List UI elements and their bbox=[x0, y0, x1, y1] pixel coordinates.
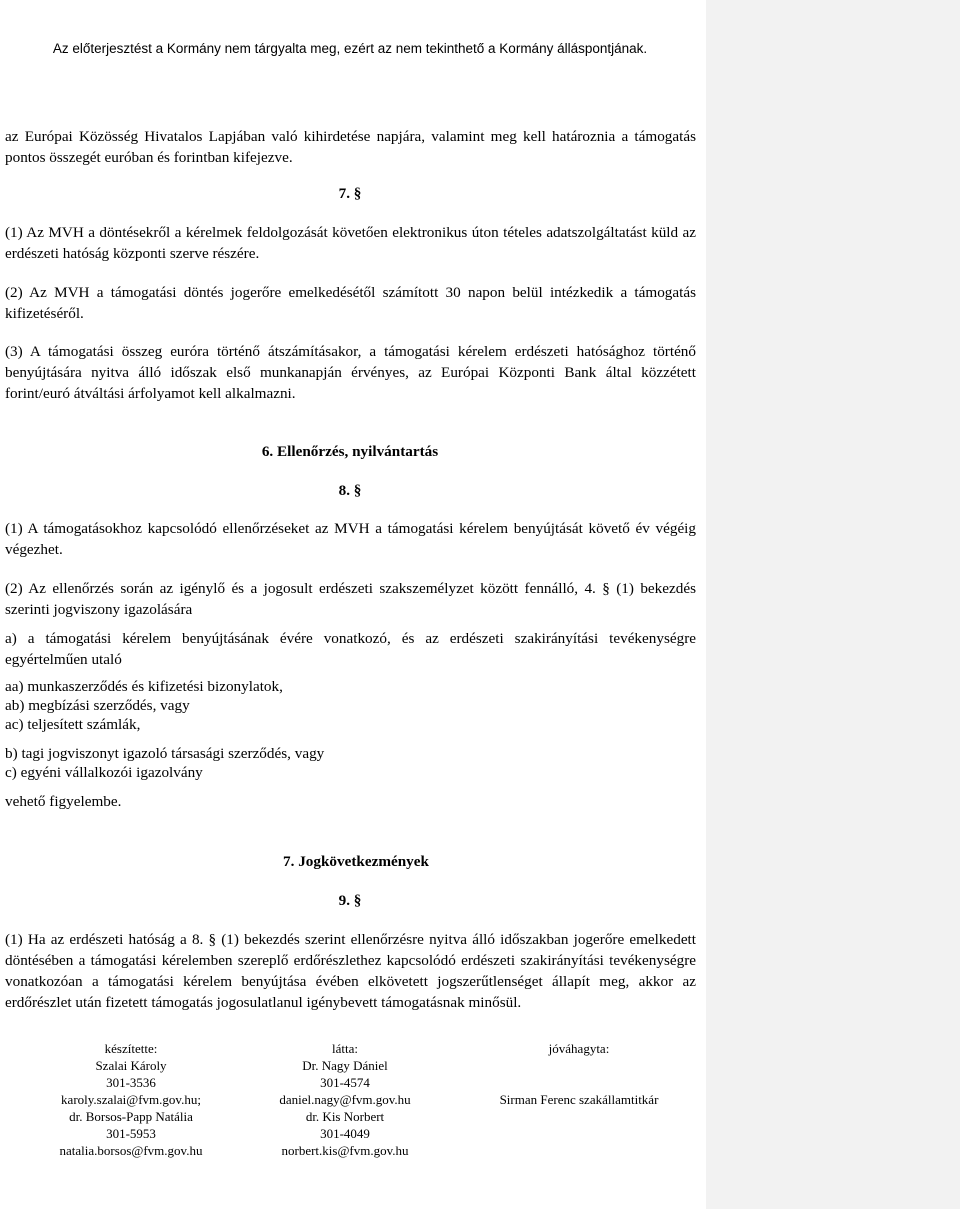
signature-line: 301-3536 bbox=[106, 1075, 156, 1090]
intro-paragraph: az Európai Közösség Hivatalos Lapjában való kihirdetése napjára, valamint meg kell határoznia a támogatás pontos összegét euróban és forintban kifejezve. bbox=[5, 128, 696, 166]
section-8-item-ab: ab) megbízási szerződés, vagy bbox=[5, 697, 190, 714]
signature-prepared-title: készítette: bbox=[104, 1041, 158, 1056]
page-header: Az előterjesztést a Kormány nem tárgyalta meg, ezért az nem tekinthető a Kormány álláspontjának. bbox=[52, 41, 648, 56]
chapter-7-heading: 7. Jogkövetkezmények bbox=[283, 853, 429, 870]
signature-line: 301-4574 bbox=[320, 1075, 370, 1090]
signature-line: norbert.kis@fvm.gov.hu bbox=[281, 1143, 409, 1158]
signature-line: daniel.nagy@fvm.gov.hu bbox=[279, 1092, 411, 1107]
section-7-paragraph-1: (1) Az MVH a döntésekről a kérelmek feldolgozását követően elektronikus úton tételes adatszolgáltatást küld az erdészeti hatóság központi szerve részére. bbox=[5, 224, 696, 262]
signature-line: natalia.borsos@fvm.gov.hu bbox=[59, 1143, 203, 1158]
signature-line: Dr. Nagy Dániel bbox=[302, 1058, 388, 1073]
section-8-item-ac: ac) teljesített számlák, bbox=[5, 716, 141, 733]
section-8-paragraph-2: (2) Az ellenőrzés során az igénylő és a jogosult erdészeti szakszemélyzet között fennálló, 4. § (1) bekezdés szerinti jogviszony igazolására bbox=[5, 580, 696, 618]
section-8-closing: vehető figyelembe. bbox=[5, 793, 122, 810]
signature-line: 301-4049 bbox=[320, 1126, 370, 1141]
signature-line: dr. Borsos-Papp Natália bbox=[69, 1109, 193, 1124]
section-8-paragraph-1: (1) A támogatásokhoz kapcsolódó ellenőrzéseket az MVH a támogatási kérelem benyújtását követő év végéig végezhet. bbox=[5, 520, 696, 558]
section-8-item-a: a) a támogatási kérelem benyújtásának évére vonatkozó, és az erdészeti szakirányítási tevékenységre egyértelműen utaló bbox=[5, 630, 696, 668]
signature-seen-title: látta: bbox=[332, 1041, 358, 1056]
section-8-item-c: c) egyéni vállalkozói igazolvány bbox=[5, 764, 203, 781]
signature-approved bbox=[470, 1040, 688, 1108]
signature-approved-title: jóváhagyta: bbox=[548, 1041, 610, 1056]
comment-margin bbox=[706, 0, 960, 1209]
section-7-paragraph-2: (2) Az MVH a támogatási döntés jogerőre emelkedésétől számított 30 napon belül intézkedik a támogatás kifizetéséről. bbox=[5, 284, 696, 322]
section-7-heading: 7. § bbox=[338, 185, 362, 202]
signature-line: karoly.szalai@fvm.gov.hu; bbox=[61, 1092, 201, 1107]
section-9-paragraph-1: (1) Ha az erdészeti hatóság a 8. § (1) bekezdés szerint ellenőrzésre nyitva álló időszakban jogerőre emelkedett döntésében a támogatási kérelemben szereplő erdőrészlethez kapcsolódó erdészeti szakirányítási tevékenységre vonatkozóan a támogatási kérelem benyújtása évében elkövetett jogszerűtlenséget állapít meg, akkor az erdőrészlet után fizetett támogatás jogosulatlanul igénybevett támogatásnak minősül. bbox=[5, 931, 696, 1011]
section-8-item-b: b) tagi jogviszonyt igazoló társasági szerződés, vagy bbox=[5, 745, 325, 762]
signature-seen bbox=[235, 1040, 455, 1159]
section-7-paragraph-3: (3) A támogatási összeg euróra történő átszámításakor, a támogatási kérelem erdészeti hatósághoz történő benyújtására nyitva álló időszak első munkanapján érvényes, az Európai Központi Bank által közzétett forint/euró átváltási árfolyamot kell alkalmazni. bbox=[5, 343, 696, 402]
section-8-item-aa: aa) munkaszerződés és kifizetési bizonylatok, bbox=[5, 678, 283, 695]
section-9-heading: 9. § bbox=[338, 892, 362, 909]
signature-line: 301-5953 bbox=[106, 1126, 156, 1141]
signature-prepared bbox=[20, 1040, 242, 1159]
chapter-6-heading: 6. Ellenőrzés, nyilvántartás bbox=[261, 443, 439, 460]
signature-approved-name: Sirman Ferenc szakállamtitkár bbox=[499, 1092, 659, 1107]
section-8-heading: 8. § bbox=[338, 482, 362, 499]
signature-line: Szalai Károly bbox=[95, 1058, 167, 1073]
signature-line: dr. Kis Norbert bbox=[305, 1109, 385, 1124]
